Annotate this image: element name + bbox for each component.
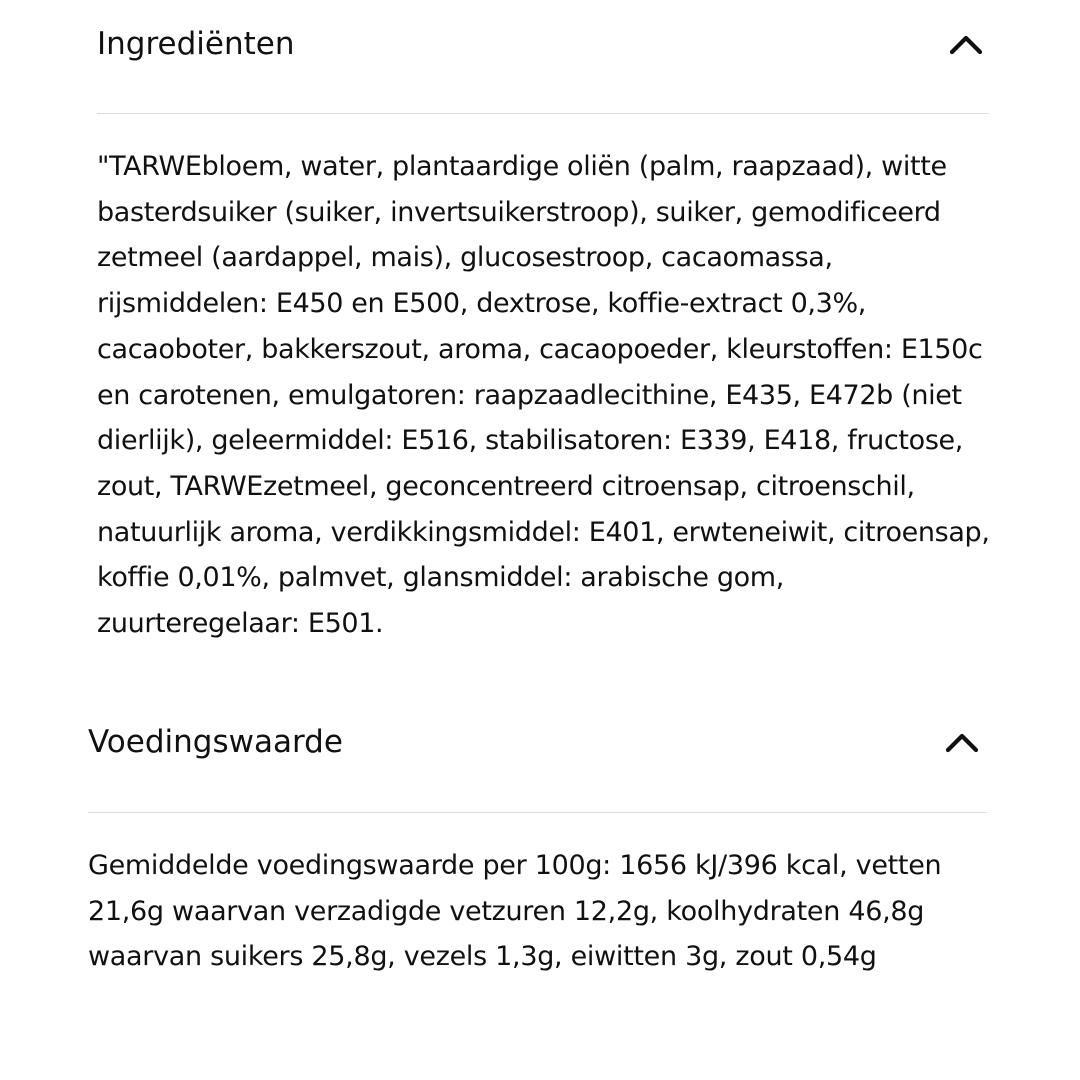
nutrition-title: Voedingswaarde <box>88 724 343 760</box>
nutrition-text: Gemiddelde voedingswaarde per 100g: 1656 kJ/396 kcal, vetten 21,6g waarvan verzadigde vetzuren 12,2g, koolhydraten 46,8g waarvan suikers 25,8g, vezels 1,3g, eiwitten 3g, zout 0,54g <box>88 850 942 973</box>
chevron-up-icon[interactable] <box>947 28 985 60</box>
chevron-up-icon[interactable] <box>943 726 981 758</box>
nutrition-header[interactable] <box>88 699 987 813</box>
nutrition-section <box>0 699 1080 973</box>
ingredients-text: "TARWEbloem, water, plantaardige oliën (palm, raapzaad), witte basterdsuiker (suiker, invertsuikerstroop), suiker, gemodificeerd zetmeel (aardappel, mais), glucosestroop, cacaomassa, rijsmiddelen: E450 en E500, dextrose, koffie-extract 0,3%, cacaoboter, bakkerszout, aroma, cacaopoeder, kleurstoffen: E150c en carotenen, emulgatoren: raapzaadlecithine, E435, E472b (niet dierlijk), geleermiddel: E516, stabilisatoren: E339, E418, fructose, zout, TARWEzetmeel, geconcentreerd citroensap, citroenschil, natuurlijk aroma, verdikkingsmiddel: E401, erwteneiwit, citroensap, koffie 0,01%, palmvet, glansmiddel: arabische gom, zuurteregelaar: E501. <box>97 151 990 640</box>
ingredients-title: Ingrediënten <box>97 26 295 62</box>
ingredients-header[interactable] <box>97 0 989 114</box>
